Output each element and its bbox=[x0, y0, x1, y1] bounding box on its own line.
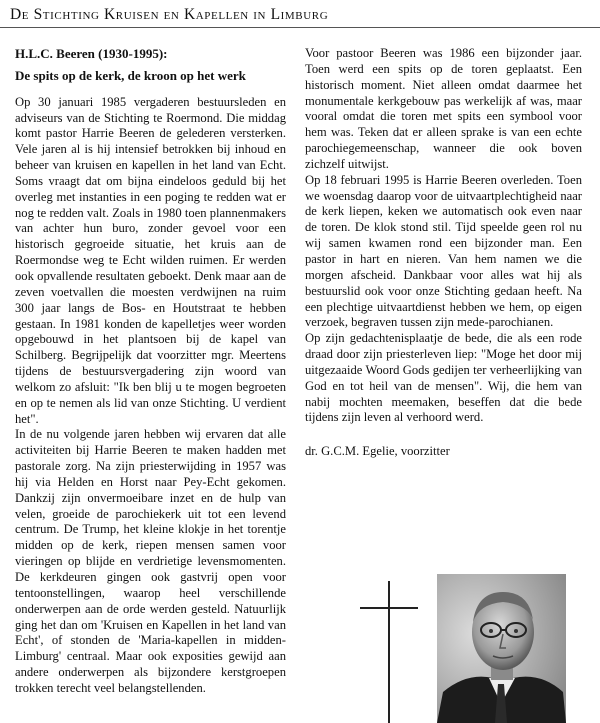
article-signature: dr. G.C.M. Egelie, voorzitter bbox=[305, 444, 450, 459]
paragraph: In de nu volgende jaren hebben wij ervaren dat alle activiteiten bij Harrie Beeren te maken hadden met pastorale zorg. Na zijn priesterwijding in 1957 was hij via Helden en Horst naar Pey-Echt gekomen. Dankzij zijn onvermoeibare inzet en de hulp van velen, groeide de parochiekerk uit tot een levend centrum. De Trump, het kleine klokje in het torentje midden op de kerk, riepen mensen samen voor vieringen op blijde en verdrietige levensmomenten. De kerkdeuren gingen ook gastvrij open voor tentoonstellingen, waarop heel verschillende onderwerpen aan de orde werden gesteld. Natuurlijk ging het dan om 'Kruisen en Kapellen in het land van Echt', of stonden de 'Maria-kapellen in midden-Limburg' centraal. Maar ook exposities gewijd aan andere onderwerpen als bijzondere kerstgroepen trokken terecht veel belangstellenden. bbox=[15, 427, 286, 695]
left-column bbox=[15, 46, 286, 697]
memorial-cross-bar bbox=[360, 607, 418, 609]
header-divider bbox=[0, 27, 600, 28]
paragraph: Op 30 januari 1985 vergaderen bestuursleden en adviseurs van de Stichting te Roermond. Die middag komt pastor Harrie Beeren de gelederen versterken. Vele jaren al is hij intensief betrokken bij inhoud en beheer van kruisen en kapellen in het land van Echt. Soms vraagt dat om bijna eindeloos geduld bij het overleg met instanties in een poging te redden wat er nog te redden valt. Zoals in 1980 toen plannenmakers van achter hun buro, zonder gevoel voor een historisch gegroeide situatie, het kruis aan de Roermondse weg te Echt wilden ruimen. Er werden ook opvallende resultaten geboekt. Denk maar aan de zeven voetvallen die moesten verdwijnen na ruim 300 jaar langs de Bos- en Houtstraat te hebben gestaan. In 1981 konden de kapelletjes weer worden opgebouwd in het plantsoen bij de kapel van Schilberg. Begrijpelijk dat voorzitter mgr. Meertens tijdens de bestuursvergadering zijn woord van welkom zo afsluit: "Ik ben blij u te mogen begroeten en op te nemen als lid van onze Stichting. U verdient het". bbox=[15, 94, 286, 426]
memorial-cross-icon bbox=[388, 581, 390, 723]
article-author: H.L.C. Beeren (1930-1995): bbox=[15, 46, 168, 61]
right-column bbox=[305, 46, 582, 460]
page-header-title: De Stichting Kruisen en Kapellen in Limburg bbox=[10, 6, 329, 23]
paragraph: Voor pastoor Beeren was 1986 een bijzonder jaar. Toen werd een spits op de toren geplaatst. Een historisch moment. Niet alleen omdat daarmee het monumentale kerkgebouw pas werkelijk af was, maar vooral omdat die toren met spits een symbool voor hem was. Teken dat er alleen sprake is van een echte parochiegemeenschap, wanneer die ook boven zichzelf uitwijst. bbox=[305, 46, 582, 171]
paragraph: Op zijn gedachtenisplaatje de bede, die als een rode draad door zijn priesterleven liep: "Moge het door mij uitgezaaide Woord Gods gedijen ter verheerlijking van God en tot heil van de mensen". Wij, die hem van nabij mochten meemaken, beseffen dat die bede tijdens zijn leven al verhoord werd. bbox=[305, 331, 582, 425]
portrait-photo bbox=[437, 574, 566, 723]
paragraph: Op 18 februari 1995 is Harrie Beeren overleden. Toen we woensdag daarop voor de uitvaartplechtigheid naar de kerk liepen, keken we automatisch ook even naar de toren. De klok stond stil. Tijd speelde geen rol nu wij samen kwamen rond een bijzonder man. Een pastor in hart en nieren. Van hem namen we die morgen afscheid. Dankbaar voor alles wat hij als bestuurslid ook voor onze Stichting gedaan heeft. Na een plechtige uitvaartdienst hebben we hem, op eigen verzoek, begraven tussen zijn mede-parochianen. bbox=[305, 172, 582, 330]
article-subtitle: De spits op de kerk, de kroon op het werk bbox=[15, 67, 246, 83]
